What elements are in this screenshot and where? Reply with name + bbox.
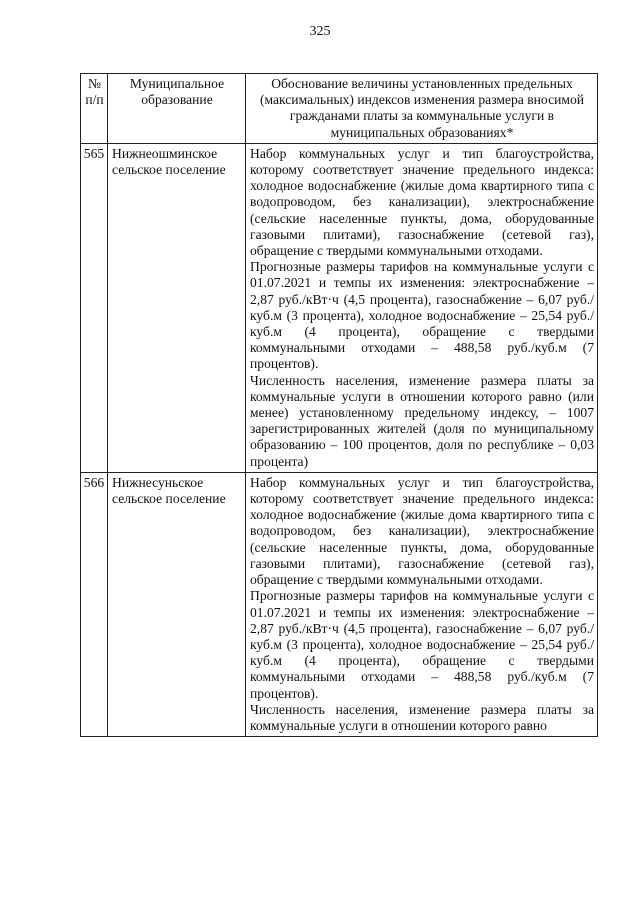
- table-row: [81, 143, 598, 472]
- paragraph-services: Набор коммунальных услуг и тип благоустройства, которому соответствует значение предельного индекса: холодное водоснабжение (жилые дома квартирного типа с водопроводом, без канализации), электроснабжение (сельские населенные пункты, дома, оборудованные газовыми плитами), газоснабжение (сетевой газ), обращение с твердыми коммунальными отходами.: [250, 474, 594, 588]
- page-number: 325: [309, 24, 331, 39]
- row-municipality: Нижнесуньское сельское поселение: [108, 472, 246, 736]
- header-justification: Обоснование величины установленных предельных (максимальных) индексов изменения размера вносимой гражданами платы за коммунальные услуги в муниципальных образованиях*: [246, 74, 598, 144]
- row-number: 565: [81, 143, 108, 472]
- row-justification: [246, 143, 598, 472]
- paragraph-population: Численность населения, изменение размера платы за коммунальные услуги в отношении которого равно (или менее) установленному предельному индексу, – 1007 зарегистрированных жителей (доля по муниципальному образованию – 100 процентов, доля по республике – 0,03 процента): [250, 372, 594, 469]
- indices-table: [80, 73, 598, 737]
- paragraph-population: Численность населения, изменение размера платы за коммунальные услуги в отношении которого равно: [250, 701, 594, 733]
- paragraph-tariffs: Прогнозные размеры тарифов на коммунальные услуги с 01.07.2021 и темпы их изменения: электроснабжение – 2,87 руб./кВт·ч (4,5 процента), газоснабжение – 6,07 руб./куб.м (3 процента), холодное водоснабжение – 25,54 руб./куб.м (4 процента), обращение с твердыми коммунальными отходами – 488,58 руб./куб.м (7 процентов).: [250, 259, 594, 372]
- paragraph-tariffs: Прогнозные размеры тарифов на коммунальные услуги с 01.07.2021 и темпы их изменения: электроснабжение – 2,87 руб./кВт·ч (4,5 процента), газоснабжение – 6,07 руб./куб.м (3 процента), холодное водоснабжение – 25,54 руб./куб.м (4 процента), обращение с твердыми коммунальными отходами – 488,58 руб./куб.м (7 процентов).: [250, 588, 594, 701]
- table-row: [81, 472, 598, 736]
- paragraph-services: Набор коммунальных услуг и тип благоустройства, которому соответствует значение предельного индекса: холодное водоснабжение (жилые дома квартирного типа с водопроводом, без канализации), электроснабжение (сельские населенные пункты, дома, оборудованные газовыми плитами), газоснабжение (сетевой газ), обращение с твердыми коммунальными отходами.: [250, 145, 594, 259]
- row-municipality: Нижнеошминское сельское поселение: [108, 143, 246, 472]
- row-number: 566: [81, 472, 108, 736]
- table-header-row: [81, 74, 598, 144]
- header-number: № п/п: [81, 74, 108, 144]
- row-justification: [246, 472, 598, 736]
- header-municipality: Муниципальное образование: [108, 74, 246, 144]
